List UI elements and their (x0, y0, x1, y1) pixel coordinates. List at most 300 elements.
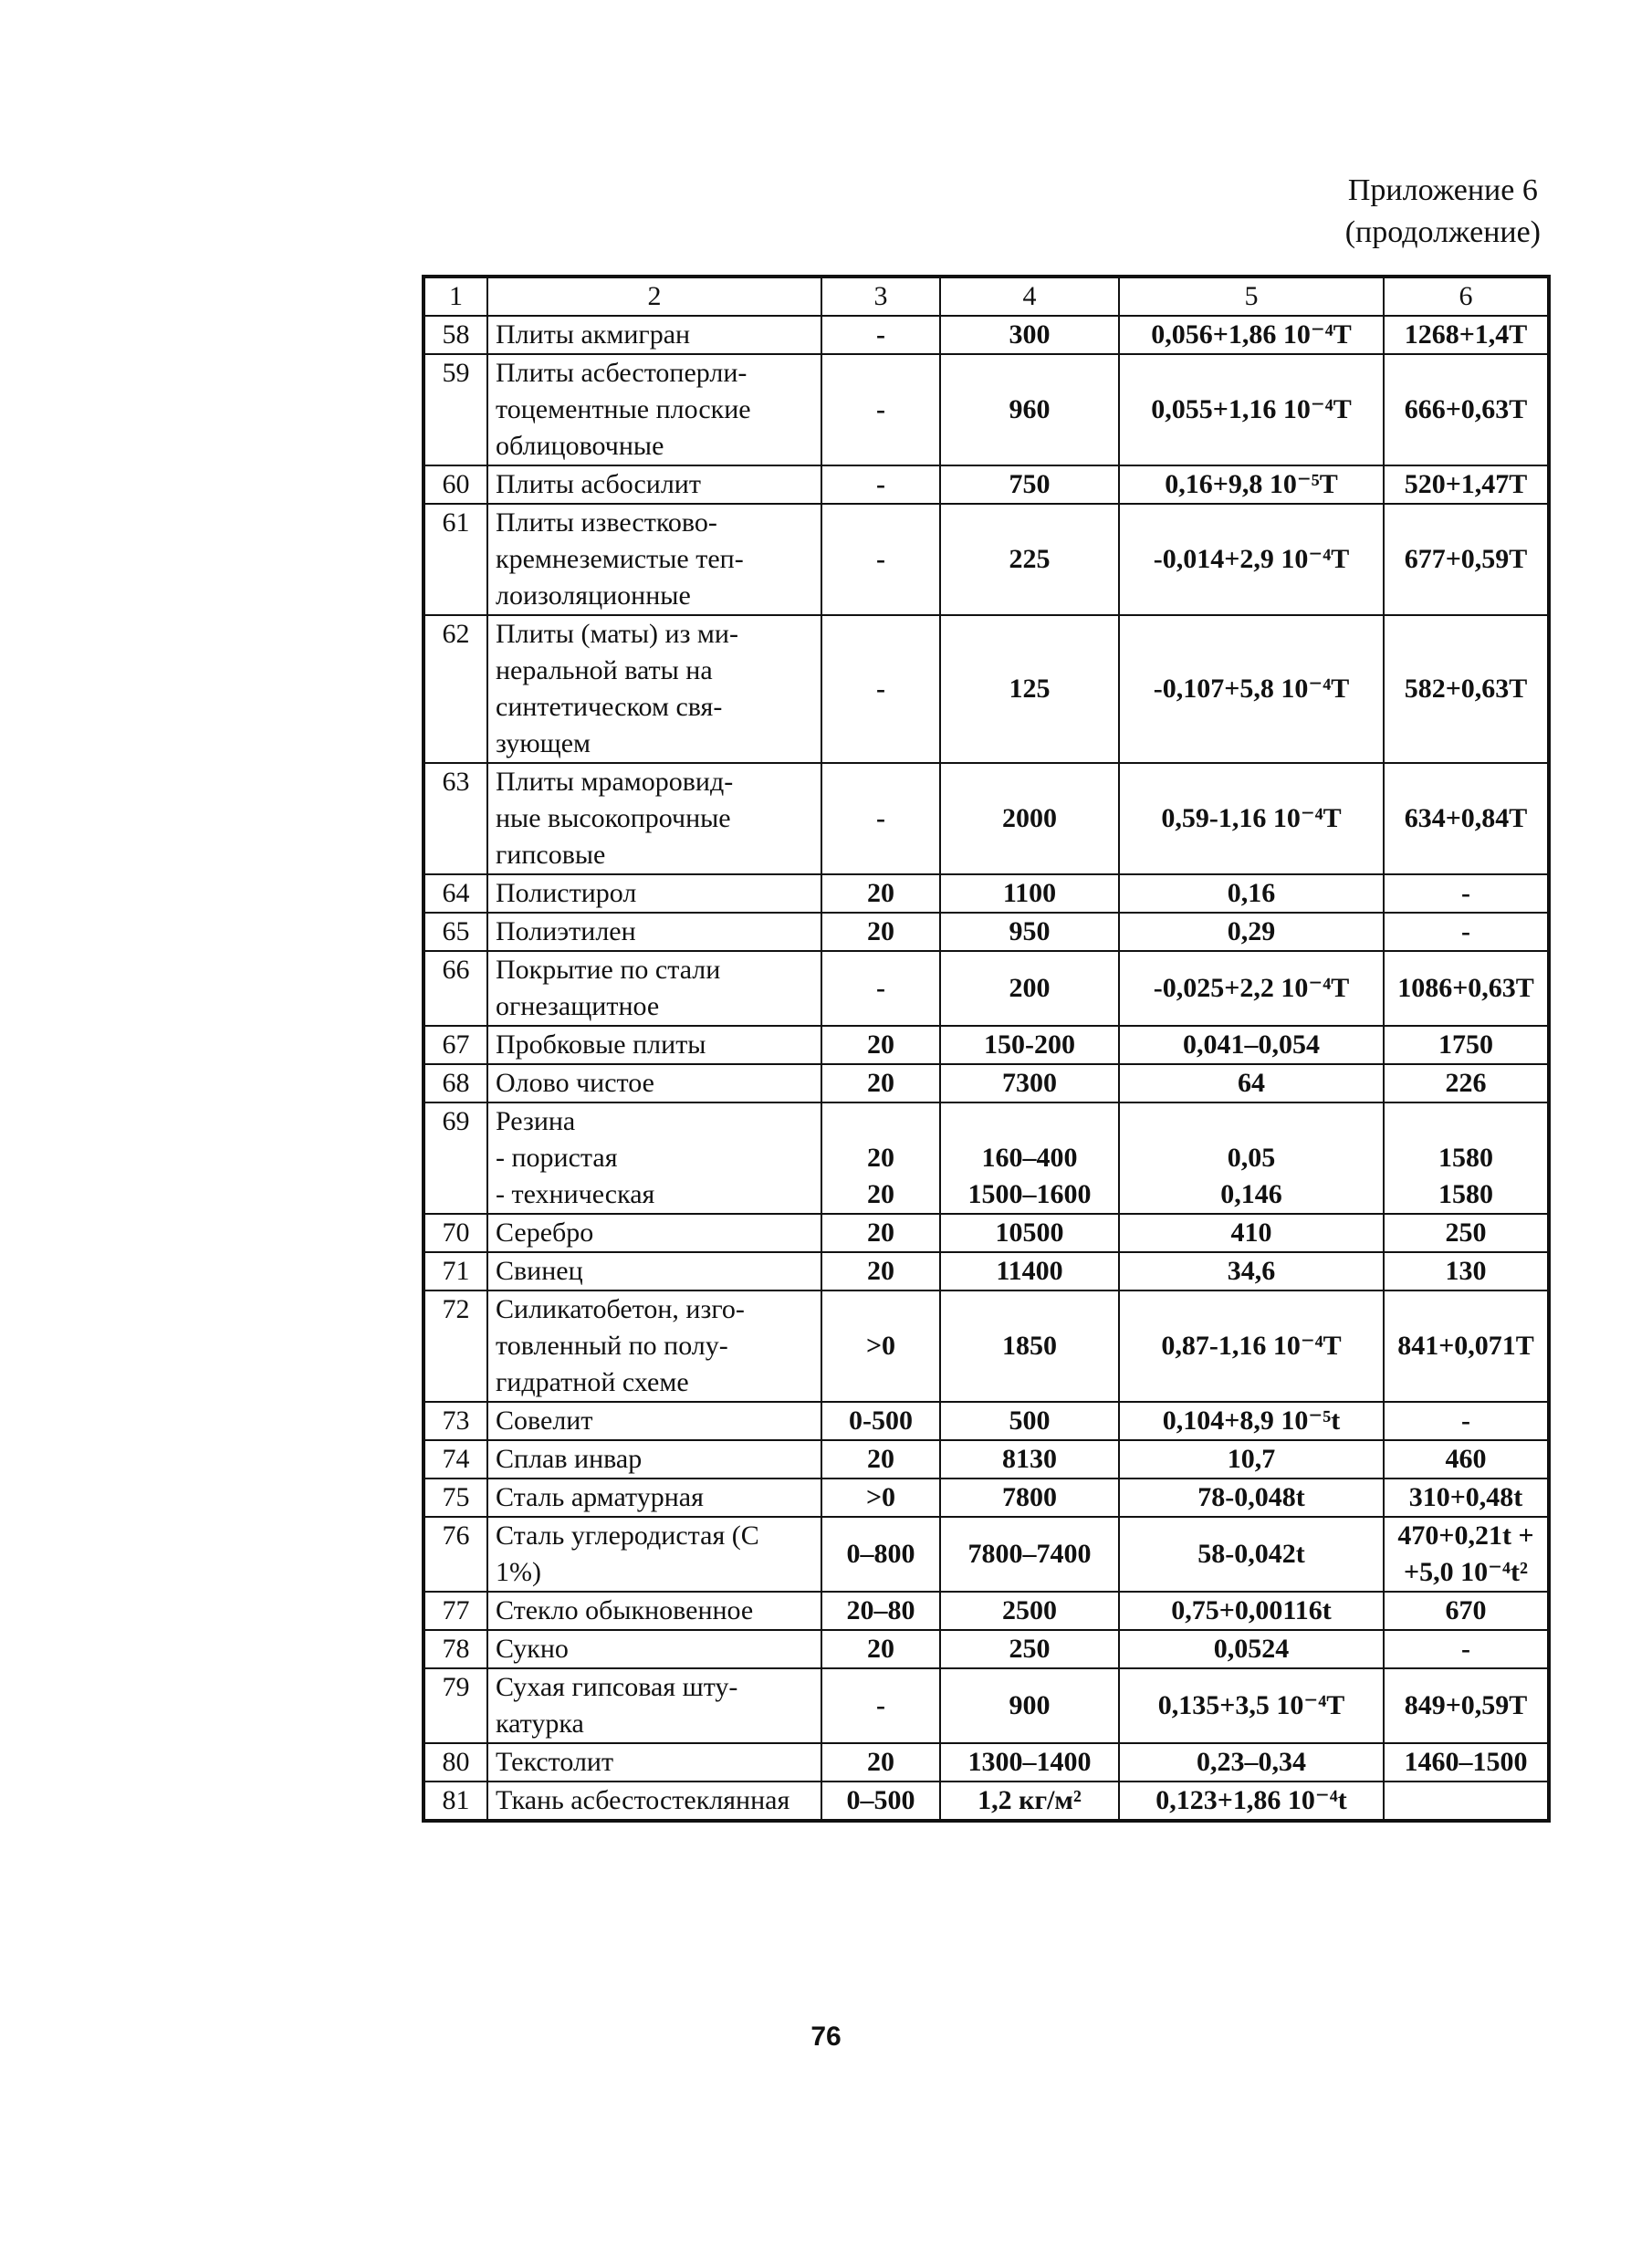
cell-value: 250 (1445, 1217, 1487, 1248)
temperature-cell (821, 1440, 940, 1479)
conductivity-cell (1119, 1440, 1384, 1479)
temperature-cell (821, 763, 940, 874)
conductivity-cell (1119, 1743, 1384, 1782)
material-name-cell (487, 1102, 821, 1214)
table-row (423, 504, 1549, 615)
material-name-line: Плиты акмигран (496, 319, 691, 350)
conductivity-cell (1119, 1064, 1384, 1102)
cell-value: 582+0,63T (1404, 674, 1528, 704)
cell-value: -0,025+2,2 10⁻⁴T (1153, 973, 1350, 1003)
material-name-line: Сталь арматурная (496, 1482, 704, 1512)
table-row (423, 1252, 1549, 1290)
temperature-cell (821, 1668, 940, 1743)
cell-value: 950 (1009, 916, 1051, 946)
cell-value: 20 (867, 1256, 894, 1286)
cell-value (1392, 1103, 1540, 1140)
cell-value: - (876, 544, 885, 574)
material-name-cell (487, 1668, 821, 1743)
cell-value: 1580 (1438, 1179, 1493, 1209)
row-number-cell: 63 (423, 763, 487, 874)
cell-value: 0,104+8,9 10⁻⁵t (1162, 1405, 1341, 1436)
heat-capacity-cell (1384, 1026, 1549, 1064)
cell-value: 500 (1009, 1405, 1051, 1436)
column-header: 5 (1119, 277, 1384, 316)
table-row (423, 1102, 1549, 1214)
density-cell (940, 316, 1119, 354)
heat-capacity-cell (1384, 951, 1549, 1026)
cell-value: 470+0,21t + (1397, 1520, 1534, 1551)
table-body (423, 277, 1549, 1821)
conductivity-cell (1119, 465, 1384, 504)
material-name-line: Ткань асбестостеклянная (496, 1785, 790, 1815)
material-name-cell (487, 615, 821, 763)
cell-value: 960 (1009, 394, 1051, 424)
heat-capacity-cell (1384, 1630, 1549, 1668)
heat-capacity-cell (1384, 465, 1549, 504)
cell-value: - (1461, 916, 1470, 946)
material-name-cell (487, 1479, 821, 1517)
appendix-continuation: (продолжение) (1344, 215, 1541, 249)
cell-value: 0,59-1,16 10⁻⁴T (1161, 803, 1342, 833)
row-number-cell: 79 (423, 1668, 487, 1743)
material-name-cell (487, 1290, 821, 1402)
conductivity-cell (1119, 1668, 1384, 1743)
cell-value: 20 (867, 1217, 894, 1248)
heat-capacity-cell (1384, 1517, 1549, 1592)
material-name-line: Сухая гипсовая шту- (496, 1672, 738, 1702)
material-name-line: ные высокопрочные (496, 803, 731, 833)
heat-capacity-cell (1384, 1743, 1549, 1782)
conductivity-cell (1119, 504, 1384, 615)
temperature-cell (821, 1290, 940, 1402)
cell-value: 1580 (1438, 1143, 1493, 1173)
material-name-line: - техническая (496, 1179, 655, 1209)
density-cell (940, 1592, 1119, 1630)
heat-capacity-cell (1384, 1668, 1549, 1743)
density-cell (940, 913, 1119, 951)
table-row (423, 763, 1549, 874)
material-name-line: Полистирол (496, 878, 637, 908)
table-row (423, 1290, 1549, 1402)
cell-value: 310+0,48t (1408, 1482, 1523, 1512)
conductivity-cell (1119, 1290, 1384, 1402)
cell-value: 0–500 (846, 1785, 915, 1815)
conductivity-cell (1119, 1252, 1384, 1290)
row-number-cell: 76 (423, 1517, 487, 1592)
heat-capacity-cell (1384, 763, 1549, 874)
cell-value: 0,16+9,8 10⁻⁵T (1165, 469, 1338, 499)
temperature-cell (821, 1517, 940, 1592)
density-cell (940, 1290, 1119, 1402)
cell-value: 7300 (1002, 1068, 1057, 1098)
cell-value: 1500–1600 (967, 1179, 1092, 1209)
temperature-cell (821, 1630, 940, 1668)
temperature-cell (821, 465, 940, 504)
material-name-line: 1%) (496, 1557, 541, 1587)
cell-value: - (1461, 878, 1470, 908)
cell-value: 7800–7400 (967, 1539, 1092, 1569)
cell-value: 78-0,048t (1197, 1482, 1305, 1512)
table-row (423, 615, 1549, 763)
cell-value: 0,135+3,5 10⁻⁴T (1157, 1690, 1345, 1720)
cell-value: 0,146 (1220, 1179, 1282, 1209)
conductivity-cell (1119, 913, 1384, 951)
cell-value: 150-200 (984, 1029, 1075, 1060)
material-name-line: Резина (496, 1106, 576, 1136)
table-row (423, 465, 1549, 504)
temperature-cell (821, 874, 940, 913)
cell-value: 130 (1445, 1256, 1487, 1286)
density-cell (940, 874, 1119, 913)
cell-value: >0 (865, 1331, 896, 1361)
conductivity-cell (1119, 1517, 1384, 1592)
material-name-cell (487, 1252, 821, 1290)
cell-value: 841+0,071T (1397, 1331, 1534, 1361)
row-number-cell: 62 (423, 615, 487, 763)
heat-capacity-cell (1384, 1782, 1549, 1821)
cell-value: 0,056+1,86 10⁻⁴T (1151, 319, 1352, 350)
material-name-line: лоизоляционные (496, 580, 691, 611)
material-name-line: Сплав инвар (496, 1444, 643, 1474)
cell-value: 64 (1238, 1068, 1265, 1098)
row-number-cell: 60 (423, 465, 487, 504)
material-name-line: Пробковые плиты (496, 1029, 706, 1060)
conductivity-cell (1119, 615, 1384, 763)
density-cell (940, 1630, 1119, 1668)
row-number-cell: 77 (423, 1592, 487, 1630)
cell-value: 20 (867, 878, 894, 908)
table-row (423, 1440, 1549, 1479)
density-cell (940, 1402, 1119, 1440)
cell-value: - (1461, 1405, 1470, 1436)
row-number-cell: 67 (423, 1026, 487, 1064)
conductivity-cell (1119, 1026, 1384, 1064)
table-row (423, 951, 1549, 1026)
material-name-cell (487, 504, 821, 615)
material-name-cell (487, 874, 821, 913)
cell-value: 20 (867, 1444, 894, 1474)
cell-value: 670 (1445, 1595, 1487, 1625)
conductivity-cell (1119, 1102, 1384, 1214)
material-name-cell (487, 1782, 821, 1821)
material-name-cell (487, 1402, 821, 1440)
row-number-cell: 59 (423, 354, 487, 465)
conductivity-cell (1119, 1214, 1384, 1252)
material-name-line: кремнеземистые теп- (496, 544, 744, 574)
material-name-line: тоцементные плоские (496, 394, 751, 424)
temperature-cell (821, 913, 940, 951)
heat-capacity-cell (1384, 1290, 1549, 1402)
temperature-cell (821, 1479, 940, 1517)
heat-capacity-cell (1384, 913, 1549, 951)
heat-capacity-cell (1384, 1214, 1549, 1252)
temperature-cell (821, 615, 940, 763)
density-cell (940, 1026, 1119, 1064)
heat-capacity-cell (1384, 1064, 1549, 1102)
temperature-cell (821, 1252, 940, 1290)
cell-value (830, 1103, 932, 1140)
conductivity-cell (1119, 1402, 1384, 1440)
temperature-cell (821, 1102, 940, 1214)
material-name-line: огнезащитное (496, 991, 660, 1021)
material-name-line: облицовочные (496, 431, 664, 461)
cell-value: 1750 (1438, 1029, 1493, 1060)
cell-value: 520+1,47T (1404, 469, 1528, 499)
cell-value: 677+0,59T (1404, 544, 1528, 574)
cell-value: 8130 (1002, 1444, 1057, 1474)
density-cell (940, 1064, 1119, 1102)
material-name-cell (487, 1214, 821, 1252)
conductivity-cell (1119, 951, 1384, 1026)
heat-capacity-cell (1384, 1479, 1549, 1517)
cell-value: 200 (1009, 973, 1051, 1003)
temperature-cell (821, 1743, 940, 1782)
material-name-cell (487, 1064, 821, 1102)
heat-capacity-cell (1384, 615, 1549, 763)
table-row (423, 1026, 1549, 1064)
table-row (423, 913, 1549, 951)
conductivity-cell (1119, 1479, 1384, 1517)
cell-value: 0,0524 (1213, 1634, 1290, 1664)
heat-capacity-cell (1384, 354, 1549, 465)
conductivity-cell (1119, 763, 1384, 874)
column-header: 6 (1384, 277, 1549, 316)
material-name-line: Текстолит (496, 1747, 614, 1777)
table-row (423, 874, 1549, 913)
temperature-cell (821, 504, 940, 615)
row-number-cell: 69 (423, 1102, 487, 1214)
cell-value: 34,6 (1227, 1256, 1276, 1286)
cell-value: 0,29 (1227, 916, 1276, 946)
cell-value: 20 (867, 1179, 894, 1209)
row-number-cell: 74 (423, 1440, 487, 1479)
cell-value: 750 (1009, 469, 1051, 499)
material-name-line: Плиты (маты) из ми- (496, 619, 738, 649)
cell-value: 10500 (995, 1217, 1064, 1248)
cell-value: 0-500 (849, 1405, 913, 1436)
material-name-cell (487, 1517, 821, 1592)
appendix-header (1345, 170, 1541, 254)
cell-value: 460 (1445, 1444, 1487, 1474)
material-name-line: Совелит (496, 1405, 593, 1436)
density-cell (940, 1782, 1119, 1821)
conductivity-cell (1119, 1592, 1384, 1630)
table-row (423, 1592, 1549, 1630)
material-name-cell (487, 763, 821, 874)
table-row (423, 316, 1549, 354)
conductivity-cell (1119, 874, 1384, 913)
row-number-cell: 81 (423, 1782, 487, 1821)
cell-value: 20 (867, 916, 894, 946)
cell-value: 20 (867, 1068, 894, 1098)
material-name-line: Стекло обыкновенное (496, 1595, 754, 1625)
density-cell (940, 951, 1119, 1026)
row-number-cell: 66 (423, 951, 487, 1026)
temperature-cell (821, 1026, 940, 1064)
material-name-cell (487, 1743, 821, 1782)
cell-value: 666+0,63T (1404, 394, 1528, 424)
density-cell (940, 1743, 1119, 1782)
material-name-cell (487, 951, 821, 1026)
heat-capacity-cell (1384, 1252, 1549, 1290)
material-name-line: гидратной схеме (496, 1367, 689, 1397)
cell-value: 20 (867, 1029, 894, 1060)
material-name-line: Силикатобетон, изго- (496, 1294, 745, 1324)
table-header-row (423, 277, 1549, 316)
material-name-line: гипсовые (496, 840, 606, 870)
cell-value: 0,75+0,00116t (1171, 1595, 1332, 1625)
density-cell (940, 763, 1119, 874)
cell-value: 0,123+1,86 10⁻⁴t (1155, 1785, 1347, 1815)
cell-value: - (876, 973, 885, 1003)
temperature-cell (821, 1782, 940, 1821)
cell-value: 160–400 (981, 1143, 1078, 1173)
cell-value (1127, 1103, 1375, 1140)
table-row (423, 1064, 1549, 1102)
density-cell (940, 354, 1119, 465)
cell-value: 0,23–0,34 (1197, 1747, 1306, 1777)
density-cell (940, 1517, 1119, 1592)
cell-value (948, 1103, 1111, 1140)
row-number-cell: 80 (423, 1743, 487, 1782)
cell-value: 225 (1009, 544, 1051, 574)
cell-value: 0,05 (1227, 1143, 1276, 1173)
cell-value: 1100 (1002, 878, 1057, 908)
cell-value: 2500 (1002, 1595, 1057, 1625)
column-header: 2 (487, 277, 821, 316)
material-name-line: Свинец (496, 1256, 583, 1286)
material-name-cell (487, 1440, 821, 1479)
density-cell (940, 1668, 1119, 1743)
table-row (423, 1214, 1549, 1252)
cell-value: -0,107+5,8 10⁻⁴T (1153, 674, 1350, 704)
heat-capacity-cell (1384, 1440, 1549, 1479)
density-cell (940, 465, 1119, 504)
heat-capacity-cell (1384, 316, 1549, 354)
cell-value: 849+0,59T (1404, 1690, 1528, 1720)
conductivity-cell (1119, 1630, 1384, 1668)
column-header: 1 (423, 277, 487, 316)
cell-value: 20 (867, 1143, 894, 1173)
cell-value: - (876, 469, 885, 499)
cell-value: 0,87-1,16 10⁻⁴T (1161, 1331, 1342, 1361)
heat-capacity-cell (1384, 874, 1549, 913)
table-row (423, 1743, 1549, 1782)
density-cell (940, 1479, 1119, 1517)
row-number-cell: 64 (423, 874, 487, 913)
material-name-line: Плиты известково- (496, 507, 717, 538)
cell-value: 1086+0,63T (1397, 973, 1534, 1003)
material-name-cell (487, 1630, 821, 1668)
row-number-cell: 68 (423, 1064, 487, 1102)
row-number-cell: 78 (423, 1630, 487, 1668)
cell-value: - (876, 394, 885, 424)
heat-capacity-cell (1384, 1592, 1549, 1630)
temperature-cell (821, 951, 940, 1026)
cell-value: 58-0,042t (1197, 1539, 1305, 1569)
heat-capacity-cell (1384, 504, 1549, 615)
row-number-cell: 71 (423, 1252, 487, 1290)
table-row (423, 1517, 1549, 1592)
density-cell (940, 615, 1119, 763)
cell-value: 0,055+1,16 10⁻⁴T (1151, 394, 1352, 424)
cell-value: >0 (865, 1482, 896, 1512)
material-name-line: Плиты асбестоперли- (496, 358, 748, 388)
conductivity-cell (1119, 316, 1384, 354)
cell-value: 2000 (1002, 803, 1057, 833)
material-name-line: Плиты мраморовид- (496, 767, 734, 797)
cell-value: 125 (1009, 674, 1051, 704)
cell-value: 1850 (1002, 1331, 1057, 1361)
cell-value: 226 (1445, 1068, 1487, 1098)
material-name-cell (487, 913, 821, 951)
cell-value: - (876, 1690, 885, 1720)
appendix-title: Приложение 6 (1347, 173, 1538, 207)
density-cell (940, 504, 1119, 615)
row-number-cell: 58 (423, 316, 487, 354)
cell-value: - (876, 674, 885, 704)
materials-table-wrapper (422, 275, 1547, 1823)
material-name-line: зующем (496, 728, 591, 758)
material-name-line: неральной ваты на (496, 655, 713, 685)
cell-value: 250 (1009, 1634, 1051, 1664)
material-name-cell (487, 1026, 821, 1064)
material-name-line: Полиэтилен (496, 916, 636, 946)
heat-capacity-cell (1384, 1102, 1549, 1214)
material-name-line: Сукно (496, 1634, 569, 1664)
table-row (423, 1479, 1549, 1517)
density-cell (940, 1440, 1119, 1479)
table-row (423, 354, 1549, 465)
cell-value: 1460–1500 (1404, 1747, 1528, 1777)
material-name-line: товленный по полу- (496, 1331, 728, 1361)
row-number-cell: 65 (423, 913, 487, 951)
material-name-line: Олово чистое (496, 1068, 654, 1098)
table-row (423, 1402, 1549, 1440)
density-cell (940, 1252, 1119, 1290)
material-name-line: синтетическом свя- (496, 692, 723, 722)
table-row (423, 1782, 1549, 1821)
cell-value: 20 (867, 1747, 894, 1777)
temperature-cell (821, 1214, 940, 1252)
material-name-line: Серебро (496, 1217, 594, 1248)
density-cell (940, 1102, 1119, 1214)
heat-capacity-cell (1384, 1402, 1549, 1440)
material-name-cell (487, 316, 821, 354)
cell-value: +5,0 10⁻⁴t² (1404, 1557, 1528, 1587)
temperature-cell (821, 354, 940, 465)
cell-value: 0,16 (1227, 878, 1276, 908)
table-row (423, 1668, 1549, 1743)
row-number-cell: 72 (423, 1290, 487, 1402)
column-header: 3 (821, 277, 940, 316)
cell-value: 410 (1230, 1217, 1272, 1248)
temperature-cell (821, 316, 940, 354)
cell-value: -0,014+2,9 10⁻⁴T (1153, 544, 1350, 574)
density-cell (940, 1214, 1119, 1252)
cell-value: 634+0,84T (1404, 803, 1528, 833)
cell-value: 10,7 (1227, 1444, 1276, 1474)
cell-value: 7800 (1002, 1482, 1057, 1512)
material-name-line: Плиты асбосилит (496, 469, 701, 499)
cell-value: 300 (1009, 319, 1051, 350)
cell-value: 20 (867, 1634, 894, 1664)
cell-value: 11400 (996, 1256, 1063, 1286)
material-name-cell (487, 1592, 821, 1630)
cell-value: 1,2 кг/м² (978, 1785, 1082, 1815)
material-name-line: - пористая (496, 1143, 618, 1173)
cell-value: - (876, 803, 885, 833)
